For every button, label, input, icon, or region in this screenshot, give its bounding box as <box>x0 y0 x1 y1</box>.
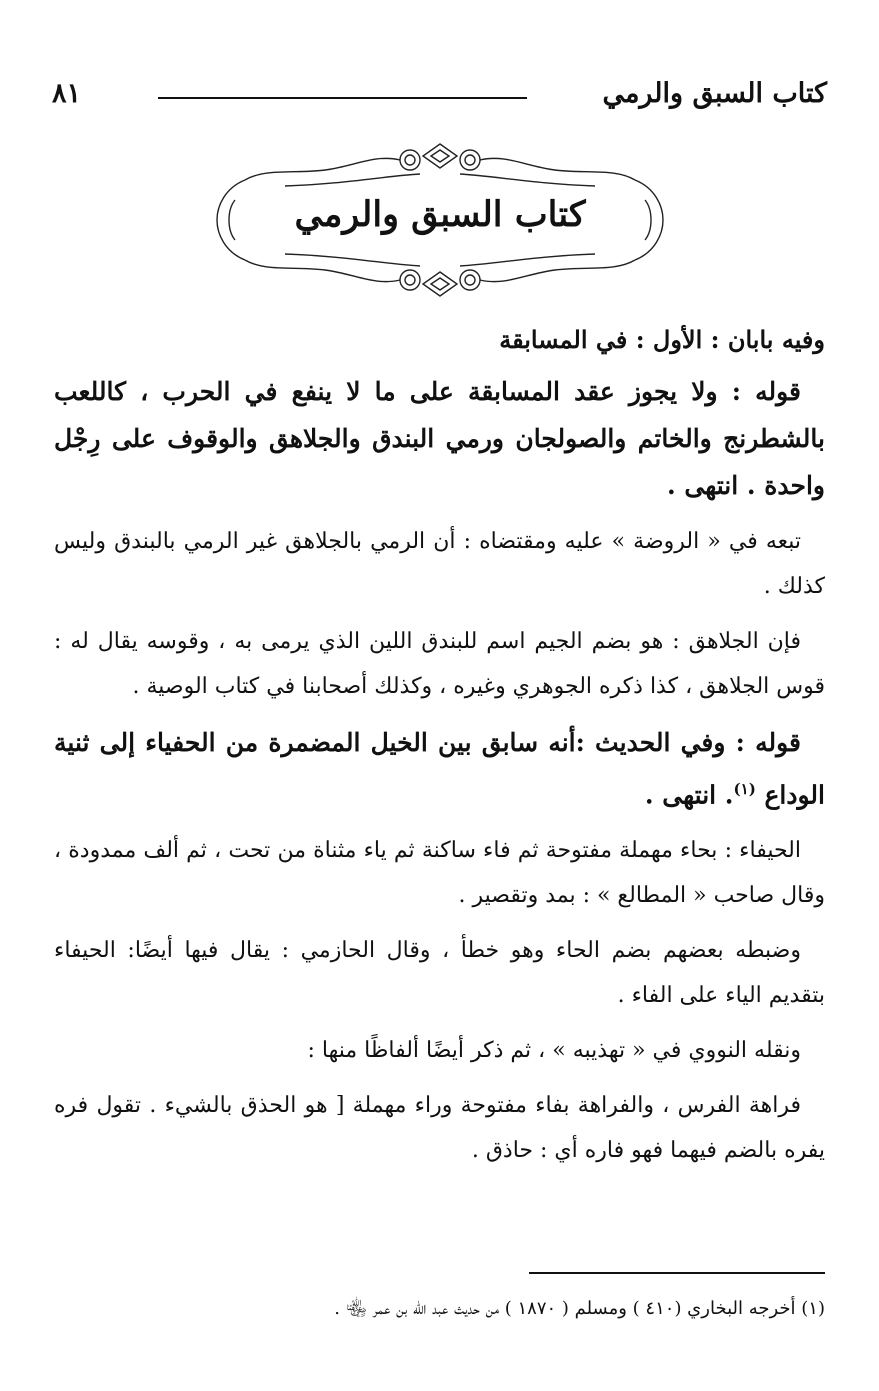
commentary-paragraph: الحيفاء : بحاء مهملة مفتوحة ثم فاء ساكنة ثم ياء مثناة من تحت ، ثم ألف ممدودة ، وقال صاحب « المطالع » : بمد وتقصير . <box>54 838 825 909</box>
footnote-divider <box>529 1272 825 1274</box>
footnote: (١) أخرجه البخاري (٤١٠ ) ومسلم ( ١٨٧٠ ) من حديث عبد الله بن عمر ﵄ . <box>334 1298 825 1319</box>
running-header <box>52 78 827 118</box>
commentary-paragraph: فإن الجلاهق : هو بضم الجيم اسم للبندق اللين الذي يرمى به ، وقوسه يقال له : قوس الجلاهق ، كذا ذكره الجوهري وغيره ، وكذلك أصحابنا في كتاب الوصية . <box>54 629 825 699</box>
commentary-paragraph: فراهة الفرس ، والفراهة بفاء مفتوحة وراء مهملة [ هو الحذق بالشيء . تقول فره يفره بالضم فيهما فهو فاره أي : حاذق . <box>54 1093 825 1164</box>
header-rule <box>158 97 527 99</box>
main-text <box>54 318 825 1183</box>
running-title: كتاب السبق والرمي <box>602 78 827 109</box>
footnote-marker: (١) <box>733 780 756 798</box>
commentary-paragraph: ونقله النووي في « تهذيبه » ، ثم ذكر أيضًا ألفاظًا منها : <box>307 1038 801 1064</box>
quoted-passage: قوله : ولا يجوز عقد المسابقة على ما لا ينفع في الحرب ، كاللعب بالشطرنج والخاتم والصولجان ورمي البندق والجلاهق والوقوف على رِجْل واحدة . انتهى . <box>54 377 825 500</box>
quoted-text-tail: . انتهى . <box>644 780 734 810</box>
page-number: ٨١ <box>52 78 82 109</box>
commentary-paragraph: وضبطه بعضهم بضم الحاء وهو خطأ ، وقال الحازمي : يقال فيها أيضًا: الحيفاء بتقديم الياء على الفاء . <box>54 938 825 1009</box>
section-subtitle: وفيه بابان : الأول : في المسابقة <box>499 325 825 354</box>
chapter-title: كتاب السبق والرمي <box>294 194 586 235</box>
commentary-paragraph: تبعه في « الروضة » عليه ومقتضاه : أن الرمي بالجلاهق غير الرمي بالبندق وليس كذلك . <box>54 529 825 599</box>
quoted-passage <box>54 719 825 818</box>
quoted-text: قوله : وفي الحديث :أنه سابق بين الخيل المضمرة من الحفياء إلى ثنية الوداع <box>54 728 825 810</box>
